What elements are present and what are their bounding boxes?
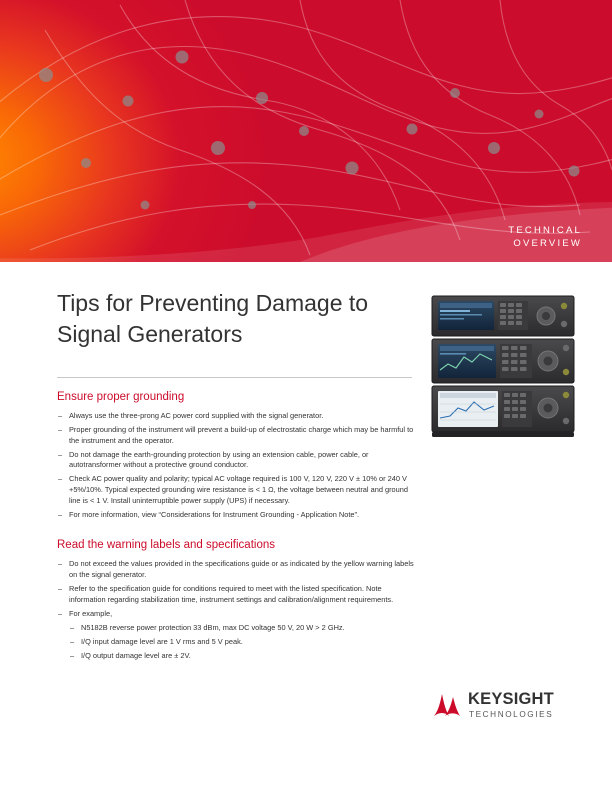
document-body (57, 390, 417, 665)
list-item (57, 609, 417, 662)
sub-list-item: – I/Q output damage level are ± 2V. (69, 651, 417, 662)
bullet-list (57, 411, 417, 520)
list-item: – Check AC power quality and polarity; typical AC voltage required is 100 V, 120 V, 220 V ± 10% or 240 V +5%/10%. Typical expected grounding wire resistance is < 1 Ω, the voltage between neutral and ground line is < 1 V. Install uninterruptible power supply (UPS) if necessary. (57, 474, 417, 506)
keysight-logo-text: KEYSIGHT (468, 690, 554, 708)
keysight-logo-mark-icon (432, 692, 462, 718)
keysight-logo-subtext: TECHNOLOGIES (469, 710, 554, 719)
kicker-line-1: TECHNICAL (508, 225, 582, 236)
sub-list-item: – N5182B reverse power protection 33 dBm, max DC voltage 50 V, 20 W > 2 GHz. (69, 623, 417, 634)
section-read-warning-labels (57, 538, 417, 661)
list-item: – Proper grounding of the instrument will prevent a build-up of electrostatic charge which may be harmful to the instrument and the operator. (57, 425, 417, 446)
header-banner (0, 0, 612, 262)
product-photo-signal-generators (428, 290, 578, 442)
list-item: – Always use the three-prong AC power cord supplied with the signal generator. (57, 411, 417, 422)
section-heading: Read the warning labels and specifications (57, 539, 275, 552)
list-item: – Refer to the specification guide for conditions required to meet with the listed specification. Note information regarding stabilization time, instrument settings and calibration/alignment requirements. (57, 584, 417, 605)
list-item-label: For example, (69, 608, 113, 618)
kicker-line-2: OVERVIEW (513, 238, 582, 249)
keysight-logo (432, 690, 577, 730)
sub-list-item: – I/Q input damage level are 1 V rms and 5 V peak. (69, 637, 417, 648)
title-divider (57, 377, 412, 378)
list-item: – Do not damage the earth-grounding protection by using an extension cable, power cable, or autotransformer without a protective ground conductor. (57, 450, 417, 471)
bullet-list (57, 559, 417, 661)
list-item: – Do not exceed the values provided in the specifications guide or as indicated by the yellow warning labels on the signal generator. (57, 559, 417, 580)
page-title: Tips for Preventing Damage to Signal Generators (57, 290, 369, 347)
list-item: – For more information, view “Considerations for Instrument Grounding - Application Note”. (57, 510, 417, 521)
kicker-technical-overview (508, 224, 582, 250)
section-ensure-proper-grounding (57, 390, 417, 520)
section-heading: Ensure proper grounding (57, 391, 185, 403)
sub-bullet-list (69, 623, 417, 662)
